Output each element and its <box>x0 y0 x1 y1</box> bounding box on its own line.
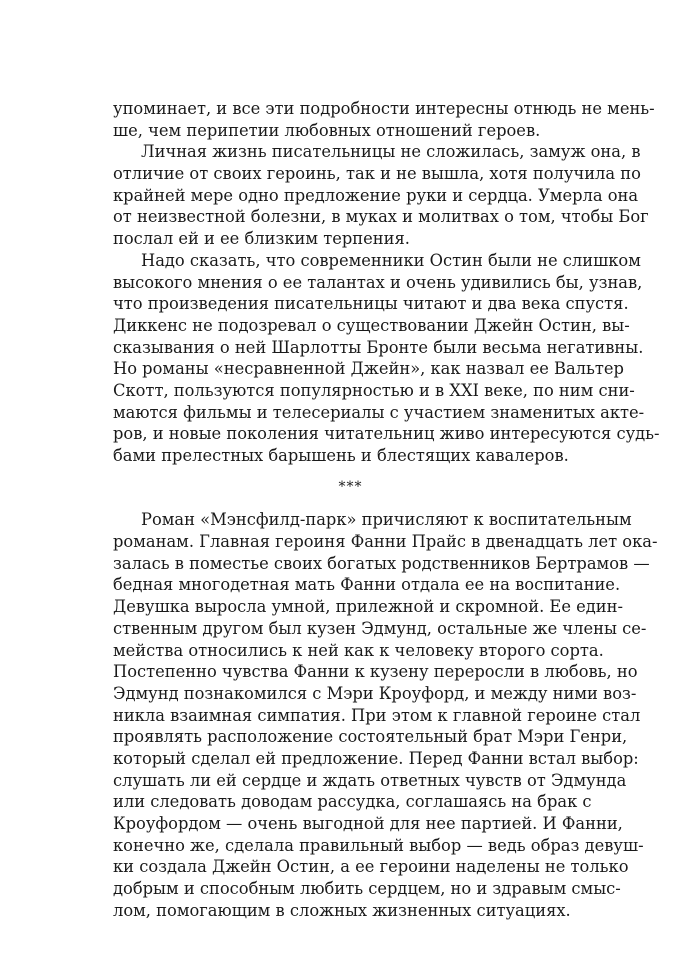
text-line: высокого мнения о ее талантах и очень удивились бы, узнав, <box>113 272 643 292</box>
text-line: отличие от своих героинь, так и не вышла, хотя получила по <box>113 164 641 184</box>
text-line: что произведения писательницы читают и два века спустя. <box>113 294 629 314</box>
paragraph <box>113 98 655 141</box>
text-line: ше, чем перипетии любовных отношений героев. <box>113 120 541 140</box>
text-line: маются фильмы и телесериалы с участием знаменитых акте- <box>113 402 645 422</box>
text-line: романам. Главная героиня Фанни Прайс в двенадцать лет ока- <box>113 532 658 552</box>
text-line: Роман «Мэнсфилд-парк» причисляют к воспитательным <box>141 510 632 530</box>
text-line: слушать ли ей сердце и ждать ответных чувств от Эдмунда <box>113 770 627 790</box>
text-line: проявлять расположение состоятельный брат Мэри Генри, <box>113 727 628 747</box>
text-line: Диккенс не подозревал о существовании Джейн Остин, вы- <box>113 315 630 335</box>
text-line: Надо сказать, что современники Остин были не слишком <box>141 250 641 270</box>
text-section-top <box>113 98 660 467</box>
text-line: никла взаимная симпатия. При этом к главной героине стал <box>113 705 641 725</box>
text-line: крайней мере одно предложение руки и сердца. Умерла она <box>113 185 639 205</box>
text-line: Постепенно чувства Фанни к кузену переросли в любовь, но <box>113 662 638 682</box>
text-line: или следовать доводам рассудка, соглашаясь на брак с <box>113 792 592 812</box>
text-line: от неизвестной болезни, в муках и молитвах о том, чтобы Бог <box>113 207 649 227</box>
paragraph <box>113 509 658 921</box>
text-line: добрым и способным любить сердцем, но и здравым смыс- <box>113 879 621 899</box>
text-line: конечно же, сделала правильный выбор — ведь образ девуш- <box>113 835 644 855</box>
text-line: бами прелестных барышень и блестящих кавалеров. <box>113 446 569 465</box>
text-line: ки создала Джейн Остин, а ее героини наделены не только <box>113 857 629 877</box>
text-line: ственным другом был кузен Эдмунд, остальные же члены се- <box>113 618 647 638</box>
text-line: залась в поместье своих богатых родственников Бертрамов — <box>113 553 650 573</box>
text-line: лом, помогающим в сложных жизненных ситуациях. <box>113 900 571 920</box>
text-line: Личная жизнь писательницы не сложилась, замуж она, в <box>141 142 641 162</box>
text-line: Кроуфордом — очень выгодной для нее партией. И Фанни, <box>113 814 623 833</box>
paragraph <box>113 141 649 249</box>
text-line: ров, и новые поколения читательниц живо интересуются судь- <box>113 424 660 444</box>
text-line: сказывания о ней Шарлотты Бронте были весьма негативны. <box>113 337 644 357</box>
text-line: Эдмунд познакомился с Мэри Кроуфорд, и между ними воз- <box>113 683 637 703</box>
text-line: Но романы «несравненной Джейн», как назвал ее Вальтер <box>113 359 624 379</box>
text-line: упоминает, и все эти подробности интересны отнюдь не мень- <box>113 99 655 118</box>
paragraph <box>113 250 660 467</box>
text-line: мейства относились к ней как к человеку второго сорта. <box>113 640 604 660</box>
text-line: Скотт, пользуются популярностью и в XXI веке, по ним сни- <box>113 380 635 400</box>
text-line: Девушка выросла умной, прилежной и скромной. Ее един- <box>113 597 623 617</box>
section-separator: *** <box>338 478 363 495</box>
text-section-bottom <box>113 509 658 921</box>
text-line: бедная многодетная мать Фанни отдала ее на воспитание. <box>113 575 621 595</box>
page-text-block <box>113 98 660 921</box>
text-line: послал ей и ее близким терпения. <box>113 229 410 249</box>
text-line: который сделал ей предложение. Перед Фанни встал выбор: <box>113 748 639 768</box>
